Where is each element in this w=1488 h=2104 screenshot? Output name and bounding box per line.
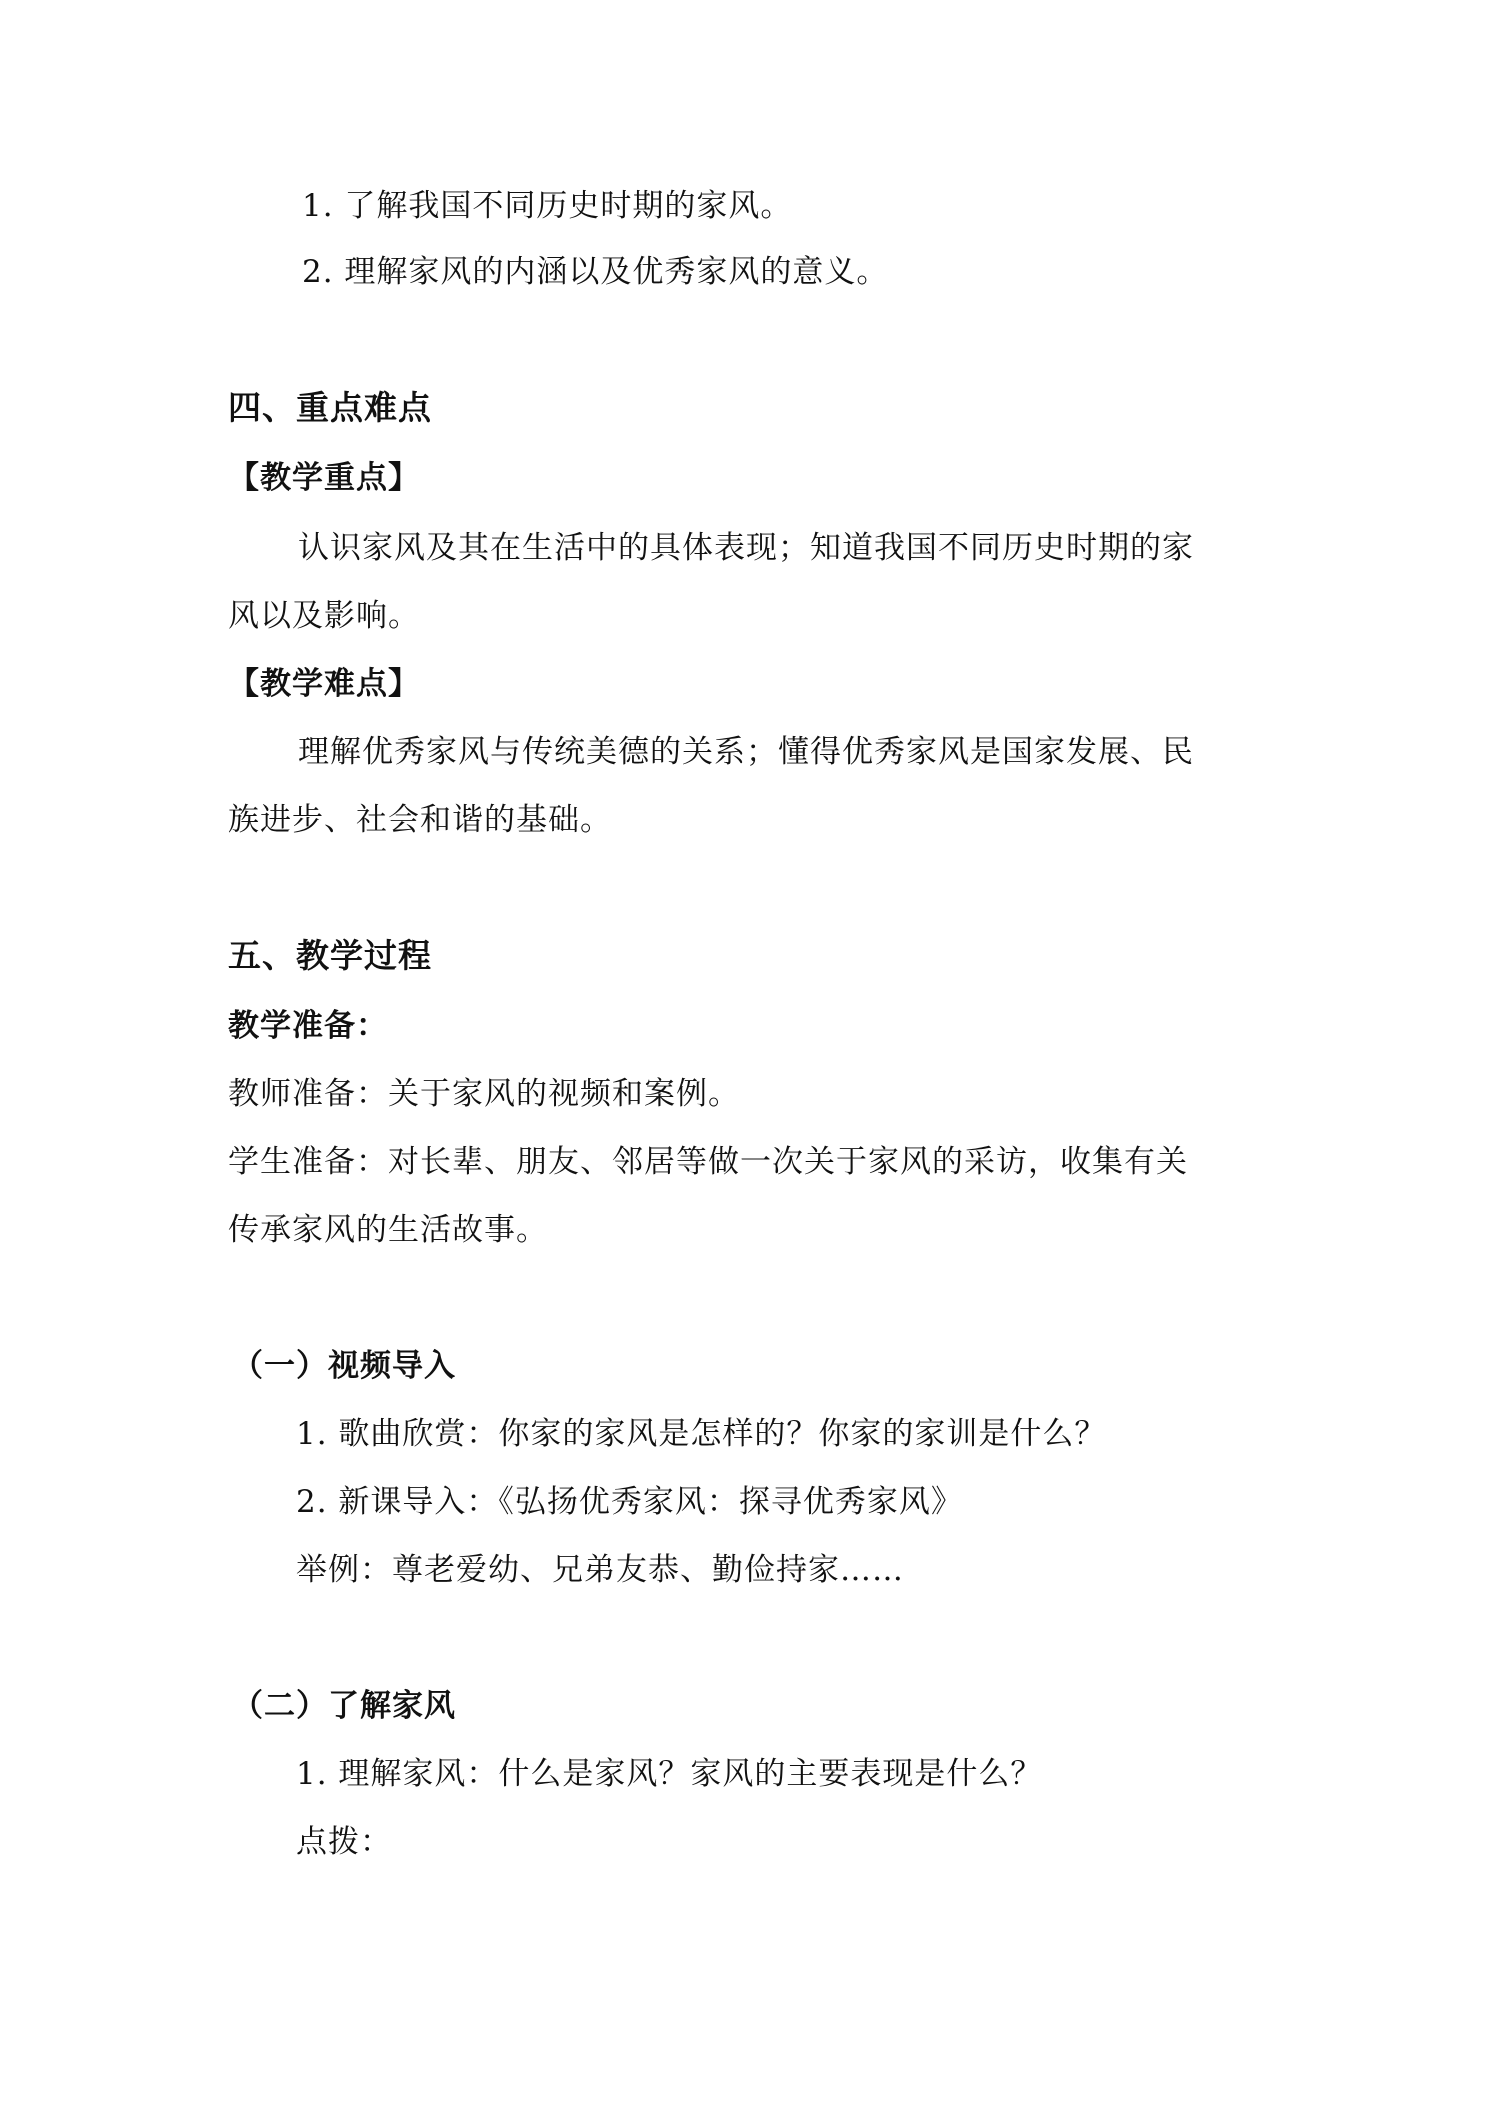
- understand-family-style-item-1: 1. 理解家风：什么是家风？家风的主要表现是什么？: [296, 1756, 1043, 1792]
- objective-item-2: 2. 理解家风的内涵以及优秀家风的意义。: [302, 254, 889, 290]
- student-preparation-line-1: 学生准备：对长辈、朋友、邻居等做一次关于家风的采访，收集有关: [228, 1144, 1188, 1180]
- teaching-difficulty-text-line-1: 理解优秀家风与传统美德的关系；懂得优秀家风是国家发展、民: [298, 734, 1194, 770]
- video-intro-example: 举例：尊老爱幼、兄弟友恭、勤俭持家……: [296, 1552, 904, 1588]
- hint-label: 点拨：: [296, 1824, 392, 1860]
- teaching-difficulty-text-line-2: 族进步、社会和谐的基础。: [228, 802, 612, 838]
- teaching-difficulty-label: 【教学难点】: [228, 666, 420, 702]
- video-intro-item-1: 1. 歌曲欣赏：你家的家风是怎样的？你家的家训是什么？: [296, 1416, 1107, 1452]
- teaching-preparation-label: 教学准备：: [228, 1008, 388, 1044]
- teaching-focus-text-line-1: 认识家风及其在生活中的具体表现；知道我国不同历史时期的家: [298, 530, 1194, 566]
- teaching-focus-text-line-2: 风以及影响。: [228, 598, 420, 634]
- subsection-heading-video-intro: （一）视频导入: [232, 1348, 456, 1384]
- teacher-preparation: 教师准备：关于家风的视频和案例。: [228, 1076, 740, 1112]
- section-heading-key-points: 四、重点难点: [228, 388, 432, 427]
- video-intro-item-2: 2. 新课导入：《弘扬优秀家风：探寻优秀家风》: [296, 1484, 963, 1520]
- student-preparation-line-2: 传承家风的生活故事。: [228, 1212, 548, 1248]
- section-heading-teaching-process: 五、教学过程: [228, 936, 432, 975]
- objective-item-1: 1. 了解我国不同历史时期的家风。: [302, 188, 793, 224]
- teaching-focus-label: 【教学重点】: [228, 460, 420, 496]
- subsection-heading-understand-family-style: （二）了解家风: [232, 1688, 456, 1724]
